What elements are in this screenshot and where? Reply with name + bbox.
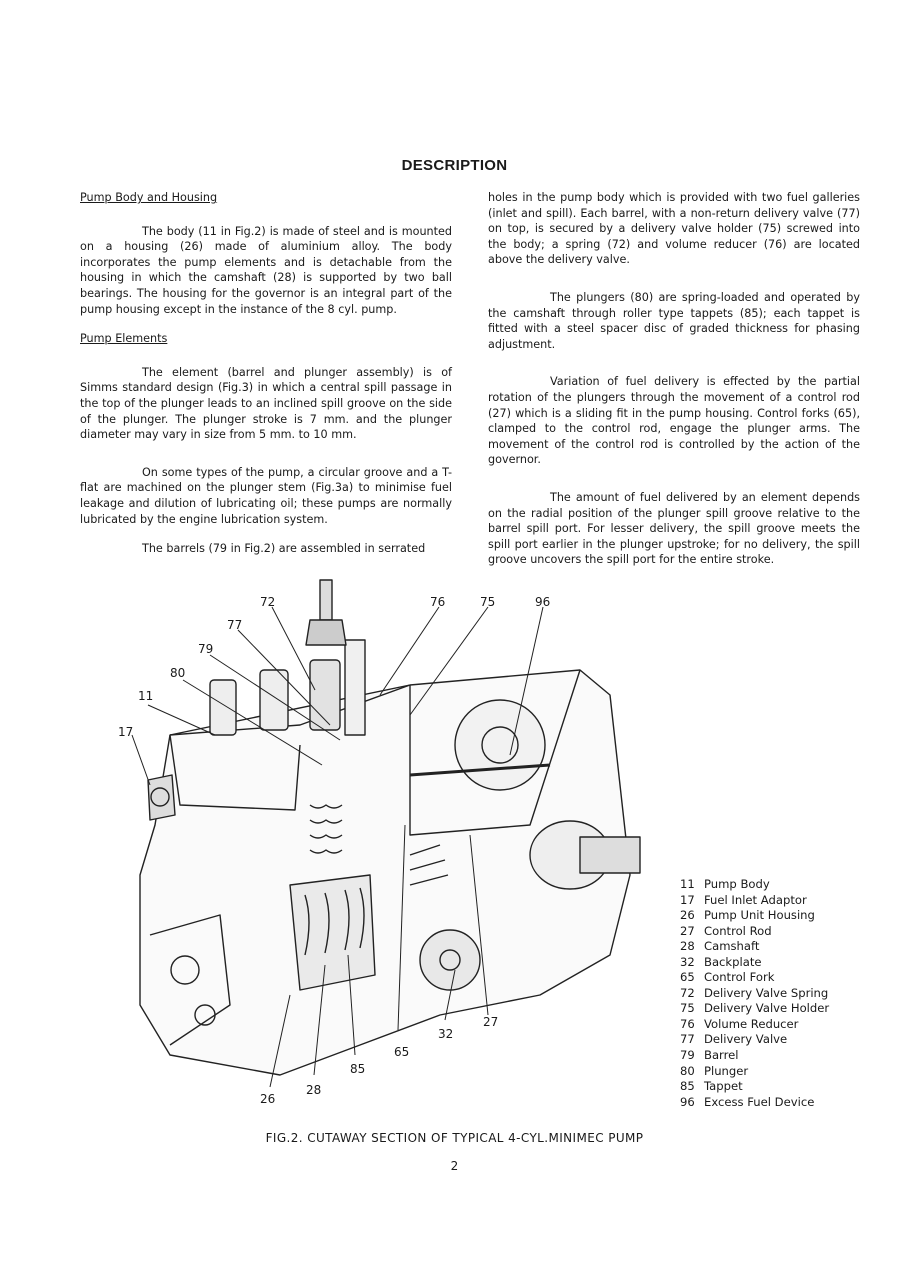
callout-77: 77 <box>227 618 243 632</box>
legend-item <box>680 939 829 955</box>
section-heading-pump-body: Pump Body and Housing <box>80 191 218 204</box>
callout-80: 80 <box>170 666 186 680</box>
legend-number: 11 <box>680 877 695 891</box>
legend-number: 75 <box>680 1001 695 1016</box>
legend-label: Tappet <box>704 1079 743 1094</box>
paragraph: On some types of the pump, a circular groove and a T-flat are machined on the plunger stem (Fig.3a) to minimise fuel leakage and dilution of lubricating oil; these pumps are normally lubricated by the engine lubrication system. <box>80 465 452 526</box>
legend-number: 80 <box>680 1063 695 1078</box>
callout-28: 28 <box>306 1083 322 1097</box>
legend-number: 79 <box>680 1048 695 1063</box>
legend-label: Pump Body <box>704 877 770 891</box>
paragraph: The body (11 in Fig.2) is made of steel and is mounted on a housing (26) made of aluminium alloy. The body incorporates the pump elements and is detachable from the housing in which the camshaft (28) is supported by two ball bearings. The housing for the governor is an integral part of the pump housing except in the instance of the 8 cyl. pump. <box>80 224 452 316</box>
legend-item <box>680 1001 829 1017</box>
callout-11: 11 <box>138 689 154 703</box>
legend-label: Pump Unit Housing <box>704 908 815 923</box>
paragraph: The plungers (80) are spring-loaded and operated by the camshaft through roller type tappets (85); each tappet is fitted with a steel spacer disc of graded thickness for phasing adjustment. <box>488 290 860 351</box>
legend-label: Barrel <box>704 1048 739 1063</box>
legend-label: Control Fork <box>704 970 775 985</box>
callout-96: 96 <box>535 595 551 609</box>
callout-32: 32 <box>438 1027 454 1041</box>
callout-79: 79 <box>198 642 214 656</box>
legend-number: 85 <box>680 1079 695 1094</box>
legend-item <box>680 986 829 1002</box>
legend-item <box>680 1048 829 1064</box>
paragraph: holes in the pump body which is provided with two fuel galleries (inlet and spill). Each barrel, with a non-return delivery valve (77) on top, is secured by a delivery valve holder (75) screwed into the body; a spring (72) and volume reducer (76) are located above the delivery valve. <box>488 191 860 267</box>
legend-item <box>680 1017 829 1033</box>
legend-item <box>680 893 829 909</box>
legend-label: Backplate <box>704 954 762 969</box>
figure-legend <box>680 877 829 1110</box>
page-title: DESCRIPTION <box>401 157 508 174</box>
page-number: 2 <box>450 1159 459 1173</box>
legend-label: Control Rod <box>704 923 772 938</box>
callout-85: 85 <box>350 1062 366 1076</box>
pump-cutaway-figure <box>110 575 670 1105</box>
legend-item <box>680 1064 829 1080</box>
legend-label: Delivery Valve Spring <box>704 985 829 1000</box>
legend-label: Camshaft <box>704 939 760 954</box>
legend-label: Plunger <box>704 1063 749 1078</box>
paragraph: Variation of fuel delivery is effected by the partial rotation of the plungers through the movement of a control rod (27) which is a sliding fit in the pump housing. Control forks (65), clamped to the control rod, engage the plunger arms. The movement of the control rod is controlled by the action of the governor. <box>488 375 860 467</box>
legend-number: 96 <box>680 1094 695 1109</box>
legend-item <box>680 908 829 924</box>
callout-27: 27 <box>483 1015 499 1029</box>
legend-item <box>680 1032 829 1048</box>
legend-number: 65 <box>680 970 695 985</box>
legend-label: Excess Fuel Device <box>704 1094 815 1109</box>
legend-number: 77 <box>680 1032 695 1047</box>
legend-number: 32 <box>680 954 695 969</box>
legend-label: Delivery Valve Holder <box>704 1001 830 1016</box>
figure-caption: FIG.2. CUTAWAY SECTION OF TYPICAL 4-CYL.MINIMEC PUMP <box>265 1131 644 1145</box>
pump-drawing <box>110 575 670 1105</box>
legend-number: 26 <box>680 908 695 923</box>
legend-item <box>680 1095 829 1111</box>
legend-number: 17 <box>680 892 695 907</box>
callout-76: 76 <box>430 595 446 609</box>
callout-75: 75 <box>480 595 496 609</box>
left-column <box>80 190 452 557</box>
callout-65: 65 <box>394 1045 410 1059</box>
legend-item <box>680 970 829 986</box>
legend-number: 28 <box>680 939 695 954</box>
paragraph: The element (barrel and plunger assembly) is of Simms standard design (Fig.3) in which a central spill passage in the top of the plunger leads to an inclined spill groove on the side of the plunger. The plunger stroke is 7 mm. and the plunger diameter may vary in size from 5 mm. to 10 mm. <box>80 365 452 442</box>
legend-item <box>680 877 829 893</box>
legend-label: Fuel Inlet Adaptor <box>704 892 807 907</box>
legend-item <box>680 924 829 940</box>
callout-72: 72 <box>260 595 276 609</box>
right-column <box>488 190 860 568</box>
legend-label: Delivery Valve <box>704 1032 788 1047</box>
callout-17: 17 <box>118 725 134 739</box>
legend-number: 76 <box>680 1016 695 1031</box>
callout-26: 26 <box>260 1092 276 1106</box>
section-heading-pump-elements: Pump Elements <box>80 332 168 346</box>
legend-number: 27 <box>680 923 695 938</box>
paragraph: The amount of fuel delivered by an element depends on the radial position of the plunger spill groove relative to the barrel spill port. For lesser delivery, the spill groove meets the spill port earlier in the plunger upstroke; for no delivery, the spill groove uncovers the spill port for the entire stroke. <box>488 490 860 567</box>
legend-label: Volume Reducer <box>704 1016 799 1031</box>
legend-number: 72 <box>680 985 695 1000</box>
legend-item <box>680 1079 829 1095</box>
paragraph: The barrels (79 in Fig.2) are assembled in serrated <box>142 542 426 556</box>
legend-item <box>680 955 829 971</box>
